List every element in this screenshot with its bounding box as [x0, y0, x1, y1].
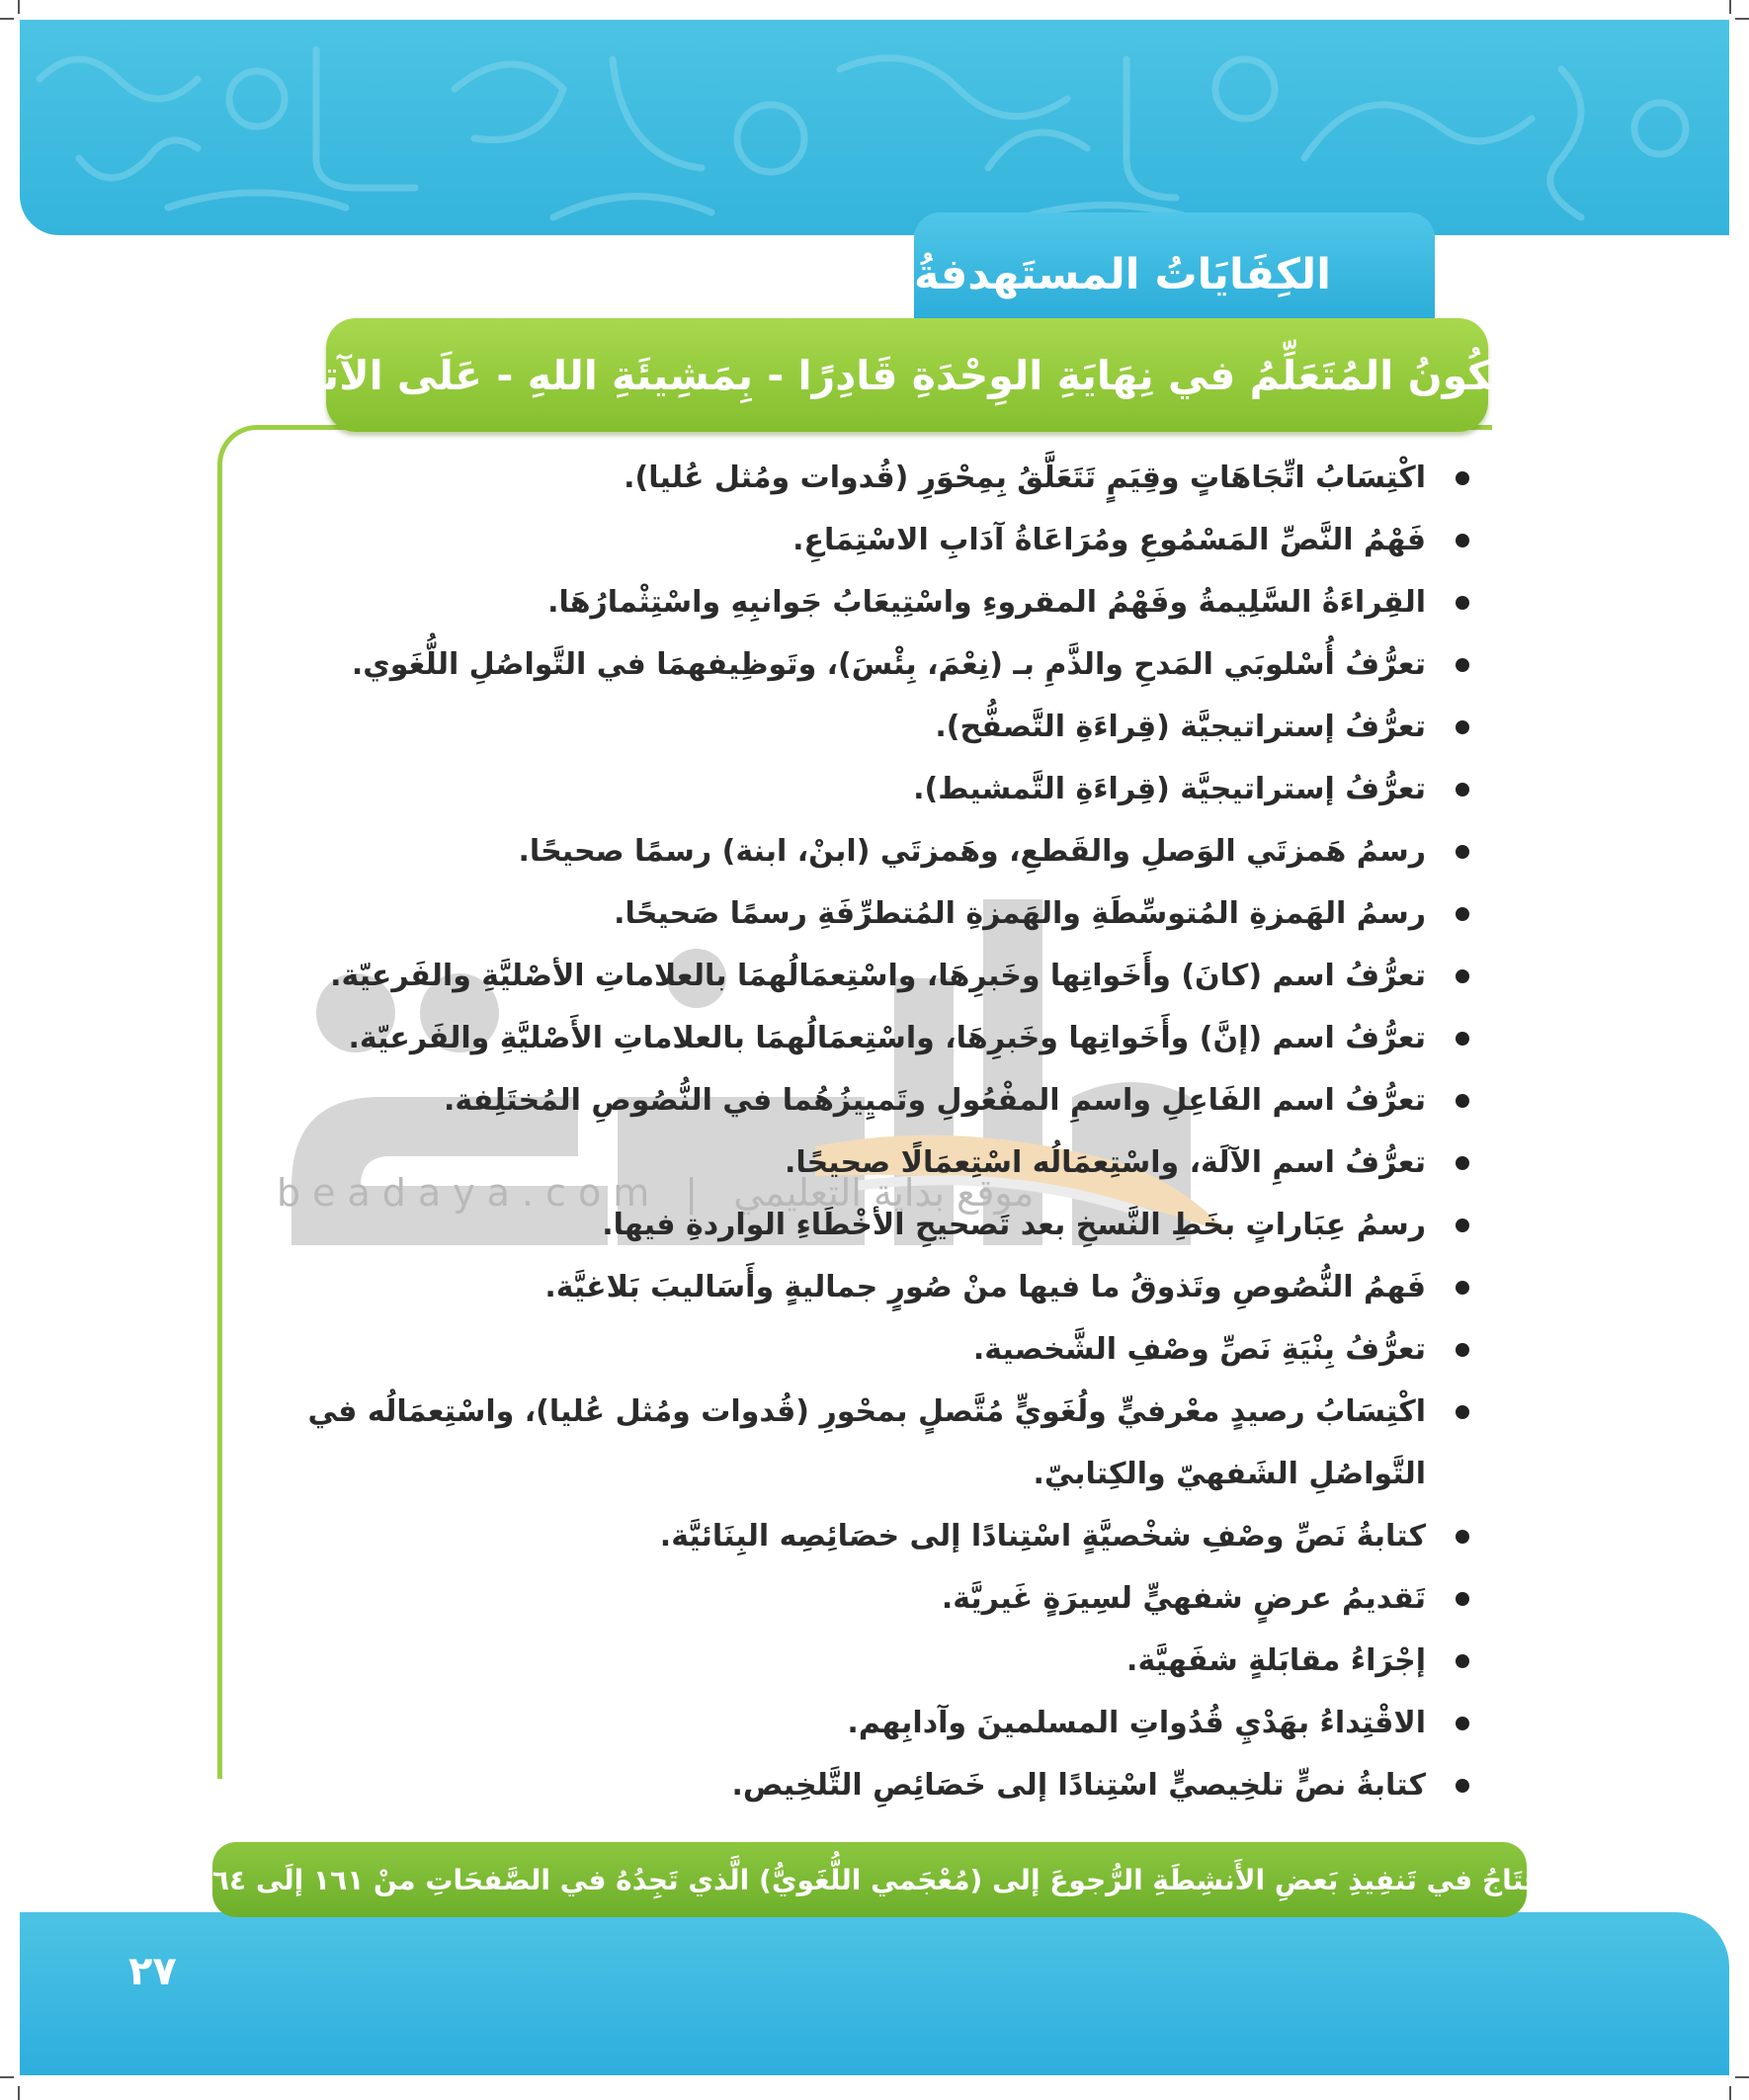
- objectives-list: [242, 447, 1477, 1816]
- list-item: تعرُّفُ اسم (إنَّ) وأَخَواتِها وخَبرِهَا، واسْتِعمَالُهمَا بالعلاماتِ الأَصْليَّةِ والفَرعيّة.: [242, 1007, 1477, 1069]
- top-banner: [20, 20, 1729, 235]
- list-item: رسمُ هَمزتَي الوَصلِ والقَطعِ، وهَمزتَي (ابنْ، ابنة) رسمًا صحيحًا.: [242, 820, 1477, 882]
- dictionary-note-bar: [185, 1842, 1554, 1917]
- list-item: كتابةُ نصٍّ تلخِيصيٍّ اسْتِنادًا إلى خَصَائِصِ التَّلخِيص.: [242, 1754, 1477, 1816]
- footer-band: [20, 1912, 1729, 2075]
- crop-mark: [1735, 18, 1749, 20]
- list-item: تعرُّفُ أُسْلوبَي المَدحِ والذَّمِ بـ (نِعْمَ، بِئْسَ)، وتَوظِيفهمَا في التَّواصُلِ اللُّغَوي.: [242, 633, 1477, 696]
- page-number: ٢٧: [128, 1949, 177, 1994]
- crop-mark: [18, 2086, 20, 2100]
- crop-mark: [1729, 0, 1731, 14]
- crop-mark: [0, 18, 14, 20]
- list-item: تَقديمُ عرضٍ شفهيٍّ لسِيرَةٍ غَيريَّة.: [242, 1567, 1477, 1630]
- list-item: إجْرَاءُ مقابَلةٍ شفَهيَّة.: [242, 1630, 1477, 1692]
- crop-mark: [0, 2076, 14, 2078]
- list-item: كتابةُ نَصِّ وصْفِ شخْصيَّةٍ اسْتِنادًا إلى خصَائِصِه البِنَائيَّة.: [242, 1505, 1477, 1567]
- dictionary-note: تَحتَاجُ في تَنفِيذِ بَعضِ الأَنشِطَةِ الرُّجوعَ إلى (مُعْجَمي اللُّغَويُّ) الَّذي تَجِدُهُ في الصَّفحَاتِ منْ ١٦١ إلَى ١٦٤.: [185, 1863, 1554, 1896]
- list-item: اكْتِسَابُ اتِّجَاهَاتٍ وقِيَمٍ تَتَعَلَّقُ بِمِحْوَرِ (قُدوات ومُثل عُليا).: [242, 447, 1477, 509]
- calligraphy-pattern-icon: [20, 20, 1729, 235]
- list-item: فَهْمُ النَّصِّ المَسْمُوعِ ومُرَاعَاةُ آدَابِ الاسْتِمَاعِ.: [242, 509, 1477, 571]
- crop-mark: [18, 0, 20, 14]
- list-item: تعرُّفُ إستراتيجيَّة (قِراءَةِ التَّمشيط).: [242, 758, 1477, 820]
- list-item: تعرُّفُ بِنْيَةِ نَصِّ وصْفِ الشَّخصية.: [242, 1318, 1477, 1381]
- crop-mark: [1735, 2076, 1749, 2078]
- intro-heading-bar: [266, 318, 1548, 432]
- list-item: اكْتِسَابُ رصيدٍ معْرفيٍّ ولُغَويٍّ مُتَّصلٍ بمحْورِ (قُدوات ومُثل عُليا)، واسْتِعمَالُه في التَّواصُلِ الشَفهيّ والكِتابيّ.: [242, 1381, 1477, 1505]
- list-item: الاقْتِداءُ بهَدْيِ قُدُواتِ المسلمينَ وآدابِهم.: [242, 1692, 1477, 1754]
- list-item: فَهمُ النُّصُوصِ وتَذوقُ ما فيها منْ صُورٍ جماليةٍ وأَسَاليبَ بَلاغيَّة.: [242, 1256, 1477, 1318]
- list-item: تعرُّفُ اسم (كانَ) وأَخَواتِها وخَبرِهَا، واسْتِعمَالُهمَا بالعلاماتِ الأصْليَّةِ والفَرعيّة.: [242, 945, 1477, 1007]
- list-item: رسمُ الهَمزةِ المُتوسِّطَةِ والهَمزةِ المُتطرِّفَةِ رسمًا صَحيحًا.: [242, 882, 1477, 945]
- list-item: القِراءَةُ السَّلِيمةُ وفَهْمُ المقروءِ واسْتِيعَابُ جَوانبِهِ واسْتِثْمارُهَا.: [242, 571, 1477, 633]
- page-title: الكِفَايَاتُ المستَهدفةُ: [914, 249, 1331, 299]
- watermark-text: beadaya.com | موقع بداية التعليمي: [277, 1171, 1035, 1215]
- intro-heading: سَيكُونُ المُتَعَلِّمُ في نِهَايَةِ الوِحْدَةِ قَادِرًا - بِمَشِيئَةِ اللهِ - عَلَى الآتي:: [266, 351, 1548, 399]
- crop-mark: [1729, 2086, 1731, 2100]
- list-item: تعرُّفُ اسم الفَاعِلِ واسمِ المفْعُولِ وتَميِيزُهُما في النُّصُوصِ المُختَلِفة.: [242, 1069, 1477, 1132]
- list-item: تعرُّفُ اسمِ الآلَة، واسْتِعمَالُه اسْتِعمَالًا صحيحًا.: [242, 1132, 1477, 1194]
- list-item: تعرُّفُ إستراتيجيَّة (قِراءَةِ التَّصفُّح).: [242, 696, 1477, 758]
- list-item: رسمُ عِبَاراتٍ بخَطِ النَّسخِ بعد تَصحيحِ الأخْطَاءِ الواردةِ فيها.: [242, 1194, 1477, 1256]
